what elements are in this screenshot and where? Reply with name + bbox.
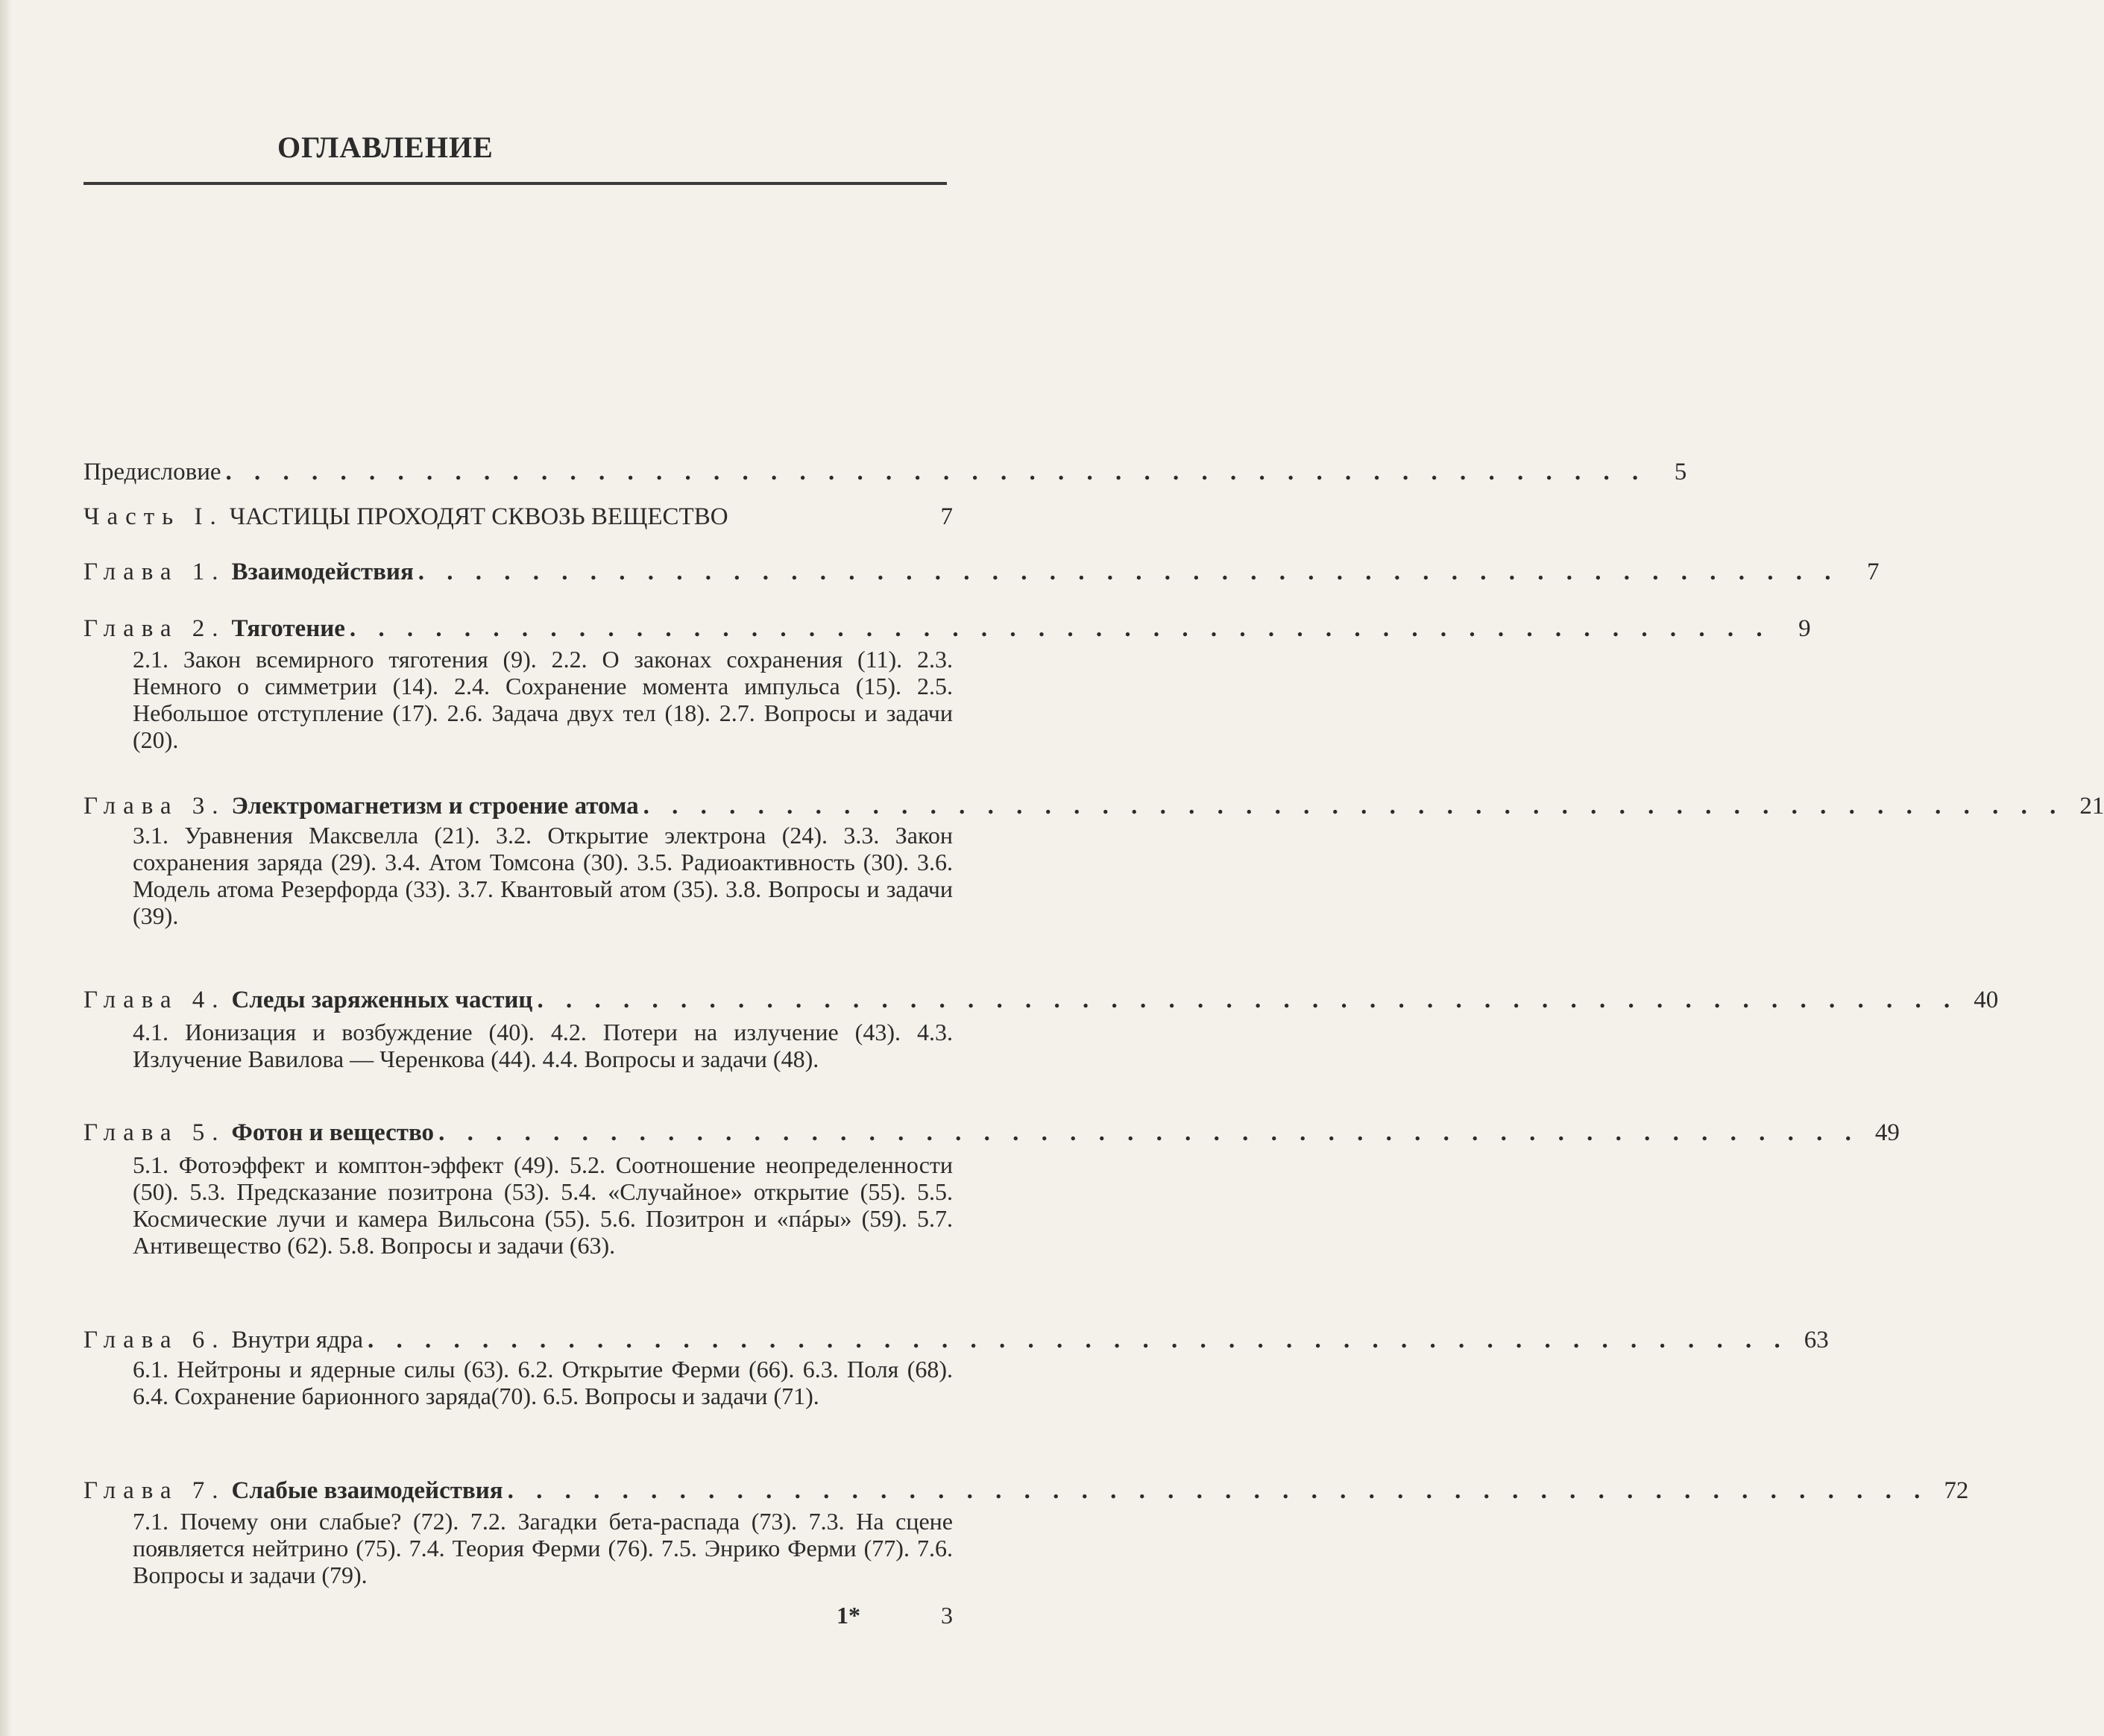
toc-page: 21 <box>2079 793 2104 820</box>
toc-subsections: 2.1. Закон всемирного тяготения (9). 2.2. О законах сохранения (11). 2.3. Немного о симметрии (14). 2.4. Сохранение момента импульса (15). 2.5. Небольшое отступление (17). 2.6. Задача двух тел (18). 2.7. Вопросы и задачи (20). <box>133 646 953 753</box>
dot-leader: . . . . . . . . . . . . . . . . . . . . . . . . . . . . . . . . . . . . . . . . . . . . . . . . . . <box>349 615 1771 642</box>
toc-label: ЧАСТИЦЫ ПРОХОДЯТ СКВОЗЬ ВЕЩЕСТВО <box>229 503 728 530</box>
toc-entry-part-1[interactable] <box>84 501 953 532</box>
toc-lead: Глава 6. <box>84 1327 226 1353</box>
toc-subsections: 4.1. Ионизация и возбуждение (40). 4.2. Потери на излучение (43). 4.3. Излучение Вавилова — Черенкова (44). 4.4. Вопросы и задачи (48). <box>133 1019 953 1072</box>
toc-page: 9 <box>1798 615 1811 642</box>
toc-label: Взаимодействия <box>231 559 414 585</box>
toc-lead: Часть I. <box>84 503 224 530</box>
toc-entry-chapter-7[interactable] <box>84 1475 1969 1506</box>
toc-lead: Глава 1. <box>84 559 226 585</box>
dot-leader: . . . . . . . . . . . . . . . . . . . . . . . . . . . . . . . . . . . . . . . . . . . . . . . . . . <box>438 1119 1859 1146</box>
toc-entry-chapter-6[interactable] <box>84 1324 1829 1356</box>
toc-lead: Глава 3. <box>84 793 226 820</box>
toc-page: 63 <box>1804 1327 1829 1353</box>
title-rule <box>84 182 947 185</box>
toc-page: 72 <box>1944 1477 1969 1504</box>
toc-lead: Глава 2. <box>84 615 226 642</box>
toc-label: Фотон и вещество <box>231 1119 435 1146</box>
dot-leader: . . . . . . . . . . . . . . . . . . . . . . . . . . . . . . . . . . . . . . . . . . . . . . . . . . <box>643 793 2064 820</box>
toc-label: Следы заряженных частиц <box>231 987 533 1013</box>
toc-entry-chapter-2[interactable] <box>84 613 1811 644</box>
toc-subsections: 7.1. Почему они слабые? (72). 7.2. Загадки бета-распада (73). 7.3. На сцене появляется нейтрино (75). 7.4. Теория Ферми (76). 7.5. Энрико Ферми (77). 7.6. Вопросы и задачи (79). <box>133 1508 953 1588</box>
toc-entry-chapter-5[interactable] <box>84 1117 1900 1148</box>
page-edge <box>0 0 12 1736</box>
toc-label: Слабые взаимодействия <box>231 1477 503 1504</box>
dot-leader: . . . . . . . . . . . . . . . . . . . . . . . . . . . . . . . . . . . . . . . . . . . . . . . . . . <box>537 987 1959 1013</box>
toc-lead: Глава 5. <box>84 1119 226 1146</box>
toc-lead: Глава 7. <box>84 1477 226 1504</box>
toc-page: 40 <box>1974 987 1999 1013</box>
dot-leader: . . . . . . . . . . . . . . . . . . . . . . . . . . . . . . . . . . . . . . . . . . . . . . . . . . <box>418 559 1839 585</box>
toc-label: Электромагнетизм и строение атома <box>231 793 639 820</box>
toc-label: Тяготение <box>231 615 345 642</box>
toc-label: Внутри ядра <box>231 1327 364 1353</box>
toc-page: 5 <box>1674 459 1687 485</box>
page-number: 3 <box>941 1602 953 1629</box>
toc-entry-preface[interactable] <box>84 456 1687 488</box>
page-title: ОГЛАВЛЕНИЕ <box>277 130 494 164</box>
dot-leader: . . . . . . . . . . . . . . . . . . . . . . . . . . . . . . . . . . . . . . . . . . . . . . . . . . <box>225 459 1647 485</box>
toc-label: Предисловие <box>84 459 221 485</box>
toc-entry-chapter-4[interactable] <box>84 984 1999 1016</box>
toc-subsections: 5.1. Фотоэффект и комптон-эффект (49). 5.2. Соотношение неопределенности (50). 5.3. Предсказание позитрона (53). 5.4. «Случайное» открытие (55). 5.5. Космические лучи и камера Вильсона (55). 5.6. Позитрон и «пáры» (59). 5.7. Антивещество (62). 5.8. Вопросы и задачи (63). <box>133 1151 953 1259</box>
signature-mark: 1* <box>837 1602 860 1629</box>
toc-subsections: 6.1. Нейтроны и ядерные силы (63). 6.2. Открытие Ферми (66). 6.3. Поля (68). 6.4. Сохранение барионного заряда(70). 6.5. Вопросы и задачи (71). <box>133 1356 953 1409</box>
toc-lead: Глава 4. <box>84 987 226 1013</box>
dot-leader: . . . . . . . . . . . . . . . . . . . . . . . . . . . . . . . . . . . . . . . . . . . . . . . . . . <box>507 1477 1929 1504</box>
toc-page: 49 <box>1874 1119 1900 1146</box>
toc-entry-chapter-1[interactable] <box>84 556 1880 588</box>
dot-leader: . . . . . . . . . . . . . . . . . . . . . . . . . . . . . . . . . . . . . . . . . . . . . . . . . . <box>368 1327 1789 1353</box>
toc-page: 7 <box>940 503 953 530</box>
toc-subsections: 3.1. Уравнения Максвелла (21). 3.2. Открытие электрона (24). 3.3. Закон сохранения заряда (29). 3.4. Атом Томсона (30). 3.5. Радиоактивность (30). 3.6. Модель атома Резерфорда (33). 3.7. Квантовый атом (35). 3.8. Вопросы и задачи (39). <box>133 822 953 929</box>
toc-entry-chapter-3[interactable] <box>84 790 2104 822</box>
toc-page: 7 <box>1867 559 1880 585</box>
